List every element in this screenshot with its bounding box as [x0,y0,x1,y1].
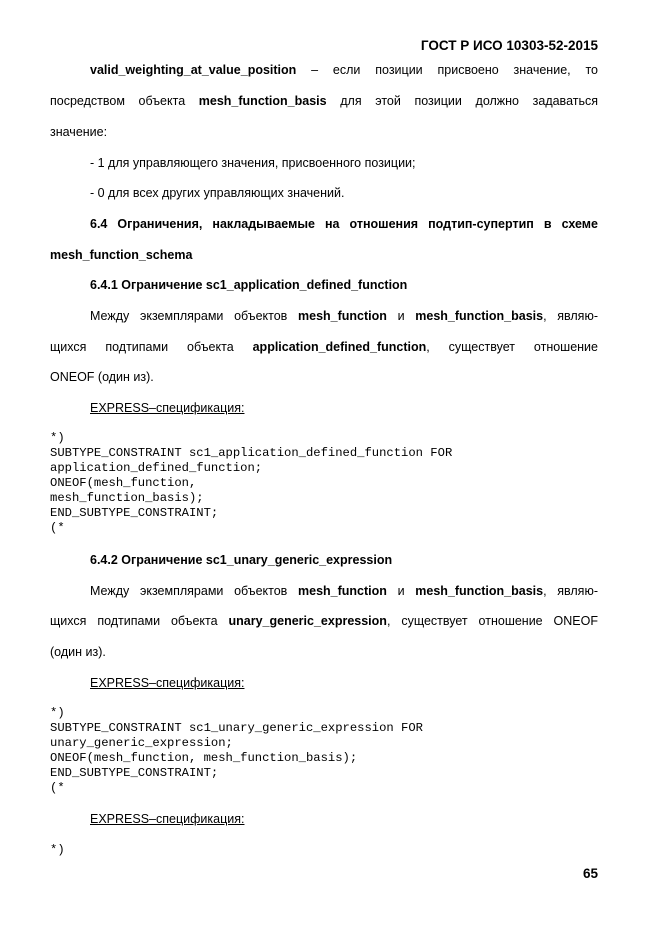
document-header: ГОСТ Р ИСО 10303-52-2015 [420,38,598,53]
list-item: - 0 для всех других управляющих значений. [90,186,345,200]
term: valid_weighting_at_value_position [90,63,297,77]
paragraph-line: (один из). [50,645,106,659]
term: mesh_function_basis [198,94,327,108]
paragraph-line [50,94,598,108]
paragraph-line: ONEOF (один из). [50,370,154,384]
section-heading [50,217,598,231]
text: и [386,584,416,598]
text: – если позиции присвоено значение, то [296,63,598,77]
term: mesh_function_basis [415,309,544,323]
term: unary_generic_expression [228,614,387,628]
heading-text: 6.4 Ограничения, накладываемые на отношения подтип-супертип в схеме [90,217,598,231]
term: mesh_function [298,584,387,598]
section-heading-schema: mesh_function_schema [50,248,193,262]
paragraph-line [50,63,598,77]
paragraph-line [50,340,598,354]
paragraph-line: значение: [50,125,108,139]
express-spec-label: EXPRESS–спецификация: [90,812,245,826]
paragraph-line [50,309,598,323]
text: посредством объекта [50,94,199,108]
text: и [386,309,416,323]
text: для этой позиции должно задаваться [326,94,598,108]
page-number: 65 [582,866,598,881]
text: , существует отношение [426,340,598,354]
paragraph-line [50,614,598,628]
text: , являю- [543,309,598,323]
subsection-heading: 6.4.1 Ограничение sc1_application_defined_function [90,278,408,292]
text: щихся подтипами объекта [50,614,229,628]
subsection-heading: 6.4.2 Ограничение sc1_unary_generic_expression [90,553,393,567]
term: application_defined_function [252,340,427,354]
text: , являю- [543,584,598,598]
express-code-block: *) SUBTYPE_CONSTRAINT sc1_unary_generic_expression FOR unary_generic_expression; ONEOF(mesh_function, mesh_function_basis); END_SUBTYPE_CONSTRAINT; (* [50,706,423,795]
express-spec-label: EXPRESS–спецификация: [90,401,245,415]
express-spec-label: EXPRESS–спецификация: [90,676,245,690]
text: , существует отношение ONEOF [386,614,598,628]
paragraph-line [50,584,598,598]
list-item: - 1 для управляющего значения, присвоенного позиции; [90,156,416,170]
term: mesh_function [298,309,387,323]
text: щихся подтипами объекта [50,340,253,354]
express-code-block: *) [50,843,65,857]
text: Между экземплярами объектов [90,584,299,598]
express-code-block: *) SUBTYPE_CONSTRAINT sc1_application_defined_function FOR application_defined_function; ONEOF(mesh_function, mesh_function_basis); END_SUBTYPE_CONSTRAINT; (* [50,431,453,535]
term: mesh_function_basis [415,584,544,598]
text: Между экземплярами объектов [90,309,299,323]
